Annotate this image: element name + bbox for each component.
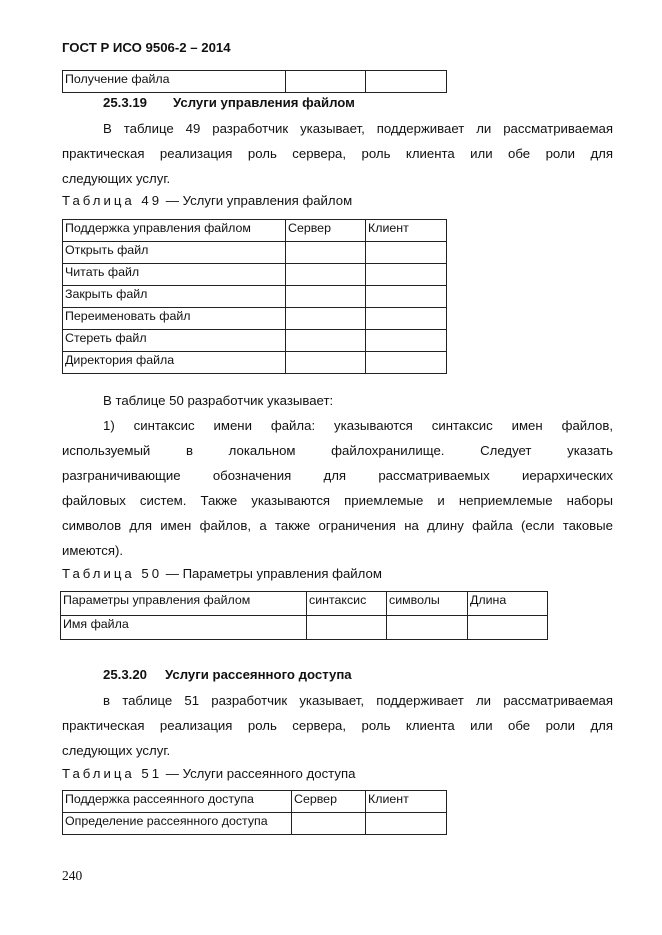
table-row xyxy=(63,242,447,264)
text-line: В таблице 50 разработчик указывает: xyxy=(103,393,334,408)
table-row xyxy=(63,286,447,308)
text-line: следующих услуг. xyxy=(62,743,171,758)
table-cell xyxy=(286,352,366,374)
section-title: Услуги рассеянного доступа xyxy=(165,667,352,682)
table-header-cell: Параметры управления файлом xyxy=(61,592,307,616)
table-cell xyxy=(286,286,366,308)
text-line: файловых систем. Также указываются приемлемые и неприемлемые наборы xyxy=(62,493,613,508)
table-header-cell: Сервер xyxy=(286,220,366,242)
table-cell xyxy=(387,616,468,640)
table-header-cell: Поддержка управления файлом xyxy=(63,220,286,242)
section-number: 25.3.19 xyxy=(103,95,147,110)
table-header-cell: Клиент xyxy=(366,791,447,813)
table-row xyxy=(63,330,447,352)
table-row xyxy=(63,352,447,374)
table-cell xyxy=(468,616,548,640)
text-line: В таблице 49 разработчик указывает, поддерживает ли рассматриваемая xyxy=(103,121,613,136)
table-row xyxy=(63,813,447,835)
text-line: в таблице 51 разработчик указывает, поддерживает ли рассматриваемая xyxy=(103,693,613,708)
caption-label: Таблица 50 xyxy=(62,566,163,581)
caption-label: Таблица 49 xyxy=(62,193,163,208)
section-heading-25-3-19 xyxy=(103,93,355,113)
table-cell xyxy=(366,242,447,264)
table-cell: Определение рассеянного доступа xyxy=(63,813,292,835)
table-header-cell: Поддержка рассеянного доступа xyxy=(63,791,292,813)
section-number: 25.3.20 xyxy=(103,667,147,682)
section-title: Услуги управления файлом xyxy=(173,95,355,110)
table-cell xyxy=(366,352,447,374)
table-cell: Переименовать файл xyxy=(63,308,286,330)
top-table xyxy=(62,70,447,93)
table50 xyxy=(60,591,548,640)
table-row xyxy=(63,308,447,330)
text-line: имеются). xyxy=(62,543,124,558)
table-header-cell: Клиент xyxy=(366,220,447,242)
table-cell xyxy=(307,616,387,640)
table-cell xyxy=(286,71,366,93)
caption-text: — Параметры управления файлом xyxy=(165,566,382,581)
table-row xyxy=(61,616,548,640)
table-cell: Стереть файл xyxy=(63,330,286,352)
text-line: используемый в локальном файлохранилище. Следует указать xyxy=(62,443,613,458)
text-line: следующих услуг. xyxy=(62,171,171,186)
caption-text: — Услуги управления файлом xyxy=(165,193,353,208)
table-cell xyxy=(366,813,447,835)
text-line: практическая реализация роль сервера, роль клиента или обе роли для xyxy=(62,146,613,161)
text-line: 1) синтаксис имени файла: указываются синтаксис имен файлов, xyxy=(103,418,613,433)
table-cell: Закрыть файл xyxy=(63,286,286,308)
section-heading-25-3-20 xyxy=(103,665,352,685)
paragraph-table50-intro xyxy=(62,388,613,563)
table-cell: Открыть файл xyxy=(63,242,286,264)
caption-label: Таблица 51 xyxy=(62,766,163,781)
table50-caption xyxy=(62,566,382,581)
table-cell xyxy=(292,813,366,835)
table-cell xyxy=(366,264,447,286)
table-cell xyxy=(286,330,366,352)
text-line: практическая реализация роль сервера, роль клиента или обе роли для xyxy=(62,718,613,733)
paragraph-25-3-20 xyxy=(62,688,613,763)
table51-caption xyxy=(62,766,355,781)
table-cell xyxy=(366,71,447,93)
table-header-cell: Сервер xyxy=(292,791,366,813)
table-cell xyxy=(286,242,366,264)
table-header-cell: Длина xyxy=(468,592,548,616)
table-header-cell: символы xyxy=(387,592,468,616)
table-cell: Имя файла xyxy=(61,616,307,640)
table-cell xyxy=(366,330,447,352)
table-cell xyxy=(366,286,447,308)
table49 xyxy=(62,219,447,374)
caption-text: — Услуги рассеянного доступа xyxy=(165,766,356,781)
table51 xyxy=(62,790,447,835)
table-row xyxy=(63,264,447,286)
table49-caption xyxy=(62,193,352,208)
table-cell xyxy=(286,264,366,286)
paragraph-25-3-19 xyxy=(62,116,613,191)
text-line: разграничивающие обозначения для рассматриваемых иерархических xyxy=(62,468,613,483)
text-line: символов для имен файлов, а также ограничения на длину файла (если таковые xyxy=(62,518,613,533)
table-cell xyxy=(366,308,447,330)
table-cell: Получение файла xyxy=(63,71,286,93)
document-header: ГОСТ Р ИСО 9506-2 – 2014 xyxy=(62,40,231,55)
table-header-cell: синтаксис xyxy=(307,592,387,616)
page-number: 240 xyxy=(62,868,83,883)
table-cell: Директория файла xyxy=(63,352,286,374)
table-cell: Читать файл xyxy=(63,264,286,286)
table-cell xyxy=(286,308,366,330)
